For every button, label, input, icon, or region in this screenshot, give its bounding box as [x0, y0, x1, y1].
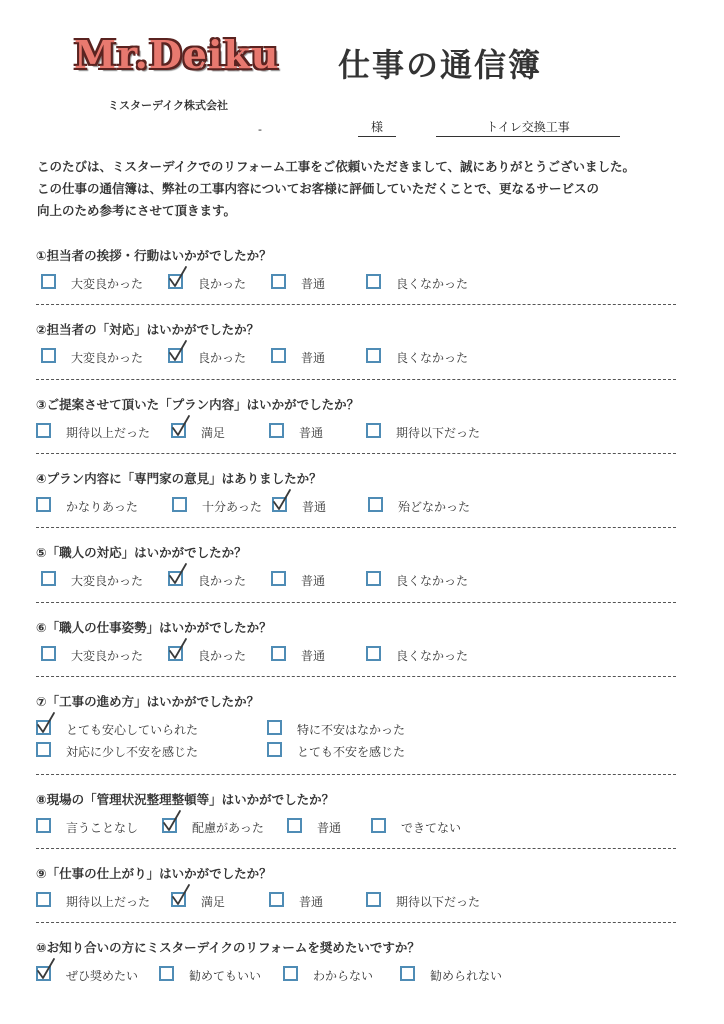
checkbox[interactable]	[269, 892, 284, 907]
question-title: ⑩お知り合いの方にミスターデイクのリフォームを奨めたいですか？	[36, 940, 420, 955]
option-label: わからない	[313, 969, 374, 983]
job-name: トイレ交換工事	[436, 118, 620, 137]
checkbox[interactable]	[36, 742, 51, 757]
option-label: 期待以下だった	[396, 895, 481, 909]
option-label: 大変良かった	[71, 351, 144, 365]
option-label: 大変良かった	[71, 649, 144, 663]
section-divider	[36, 676, 676, 677]
checkbox[interactable]	[366, 348, 381, 363]
section-divider	[36, 922, 676, 923]
question-title: ①担当者の挨拶・行動はいかがでしたか？	[36, 248, 272, 263]
question-title: ③ご提案させて頂いた「プラン内容」はいかがでしたか？	[36, 397, 360, 412]
option-label: 普通	[317, 821, 342, 835]
option-label: 特に不安はなかった	[297, 723, 406, 737]
checkbox[interactable]	[41, 646, 56, 661]
question-8	[36, 790, 688, 850]
intro-line: この仕事の通信簿は、弊社の工事内容についてお客様に評価していただくことで、更なるサービスの	[37, 181, 600, 196]
option-label: 普通	[299, 426, 324, 440]
question-10	[36, 938, 688, 998]
logo: Mr.Deiku	[74, 32, 280, 77]
checkbox[interactable]	[159, 966, 174, 981]
option-label: 良かった	[198, 277, 247, 291]
option-label: できてない	[401, 821, 462, 835]
option-label: 良くなかった	[396, 351, 469, 365]
checkbox[interactable]	[271, 348, 286, 363]
customer-name-blank: -	[258, 123, 262, 136]
checkbox[interactable]	[36, 497, 51, 512]
checkbox[interactable]	[283, 966, 298, 981]
option-label: 良くなかった	[396, 574, 469, 588]
option-label: 言うことなし	[66, 821, 139, 835]
option-label: 十分あった	[202, 500, 262, 514]
option-label: 期待以下だった	[396, 426, 481, 440]
option-label: 大変良かった	[71, 277, 144, 291]
checkbox[interactable]	[371, 818, 386, 833]
option-label: 配慮があった	[192, 821, 264, 835]
document-title: 仕事の通信簿	[338, 46, 543, 84]
company-name: ミスターデイク株式会社	[108, 99, 229, 112]
check-mark-icon	[167, 637, 189, 661]
question-title: ④プラン内容に「専門家の意見」はありましたか？	[36, 471, 322, 486]
section-divider	[36, 527, 676, 528]
checkbox[interactable]	[36, 818, 51, 833]
question-9	[36, 864, 688, 924]
section-divider	[36, 453, 676, 454]
question-title: ⑨「仕事の仕上がり」はいかがでしたか？	[36, 866, 272, 881]
question-title: ②担当者の「対応」はいかがでしたか？	[36, 322, 260, 337]
option-label: 勧めてもいい	[189, 969, 262, 983]
section-divider	[36, 379, 676, 380]
option-label: 殆どなかった	[398, 500, 471, 514]
check-mark-icon	[35, 957, 57, 981]
option-label: 良かった	[198, 649, 247, 663]
checkbox[interactable]	[41, 571, 56, 586]
checkbox[interactable]	[41, 348, 56, 363]
option-label: 満足	[201, 895, 226, 909]
checkbox[interactable]	[267, 742, 282, 757]
checkbox[interactable]	[271, 571, 286, 586]
checkbox[interactable]	[368, 497, 383, 512]
checkbox[interactable]	[267, 720, 282, 735]
checkbox[interactable]	[366, 892, 381, 907]
question-1	[36, 246, 688, 306]
checkbox[interactable]	[41, 274, 56, 289]
intro-line: 向上のため参考にさせて頂きます。	[37, 203, 237, 218]
check-mark-icon	[170, 414, 192, 438]
option-label: 良くなかった	[396, 649, 469, 663]
option-label: 勧められない	[430, 969, 503, 983]
option-label: 普通	[301, 649, 326, 663]
question-title: ⑦「工事の進め方」はいかがでしたか？	[36, 694, 260, 709]
check-mark-icon	[167, 562, 189, 586]
option-label: 良かった	[198, 574, 247, 588]
checkbox[interactable]	[36, 423, 51, 438]
checkbox[interactable]	[36, 892, 51, 907]
checkbox[interactable]	[287, 818, 302, 833]
question-title: ⑧現場の「管理状況整理整頓等」はいかがでしたか？	[36, 792, 335, 807]
section-divider	[36, 848, 676, 849]
option-label: ぜひ奨めたい	[66, 969, 139, 983]
option-label: 期待以上だった	[66, 426, 151, 440]
option-label: 満足	[201, 426, 226, 440]
intro-text	[37, 156, 687, 222]
checkbox[interactable]	[366, 646, 381, 661]
question-title: ⑤「職人の対応」はいかがでしたか？	[36, 545, 247, 560]
checkbox[interactable]	[172, 497, 187, 512]
option-label: 対応に少し不安を感じた	[66, 745, 199, 759]
option-label: 普通	[301, 351, 326, 365]
question-7	[36, 692, 688, 759]
option-label: とても安心していられた	[66, 723, 199, 737]
option-label: 良かった	[198, 351, 247, 365]
check-mark-icon	[167, 339, 189, 363]
option-label: 普通	[301, 574, 326, 588]
checkbox[interactable]	[366, 571, 381, 586]
section-divider	[36, 602, 676, 603]
check-mark-icon	[167, 265, 189, 289]
checkbox[interactable]	[366, 274, 381, 289]
option-label: かなりあった	[66, 500, 138, 514]
option-label: とても不安を感じた	[297, 745, 406, 759]
checkbox[interactable]	[271, 646, 286, 661]
check-mark-icon	[170, 883, 192, 907]
question-5	[36, 543, 688, 603]
customer-honorific: 様	[358, 118, 396, 137]
checkbox[interactable]	[366, 423, 381, 438]
check-mark-icon	[271, 488, 293, 512]
section-divider	[36, 774, 676, 775]
checkbox[interactable]	[271, 274, 286, 289]
option-label: 大変良かった	[71, 574, 144, 588]
checkbox[interactable]	[400, 966, 415, 981]
option-label: 良くなかった	[396, 277, 469, 291]
check-mark-icon	[35, 711, 57, 735]
section-divider	[36, 304, 676, 305]
question-title: ⑥「職人の仕事姿勢」はいかがでしたか？	[36, 620, 272, 635]
option-label: 普通	[302, 500, 327, 514]
checkbox[interactable]	[269, 423, 284, 438]
option-label: 期待以上だった	[66, 895, 151, 909]
option-label: 普通	[299, 895, 324, 909]
question-3	[36, 395, 688, 455]
question-2	[36, 320, 688, 380]
question-4	[36, 469, 688, 529]
option-label: 普通	[301, 277, 326, 291]
check-mark-icon	[161, 809, 183, 833]
intro-line: このたびは、ミスターデイクでのリフォーム工事をご依頼いただきまして、誠にありがとうございました。	[37, 159, 636, 174]
question-6	[36, 618, 688, 678]
